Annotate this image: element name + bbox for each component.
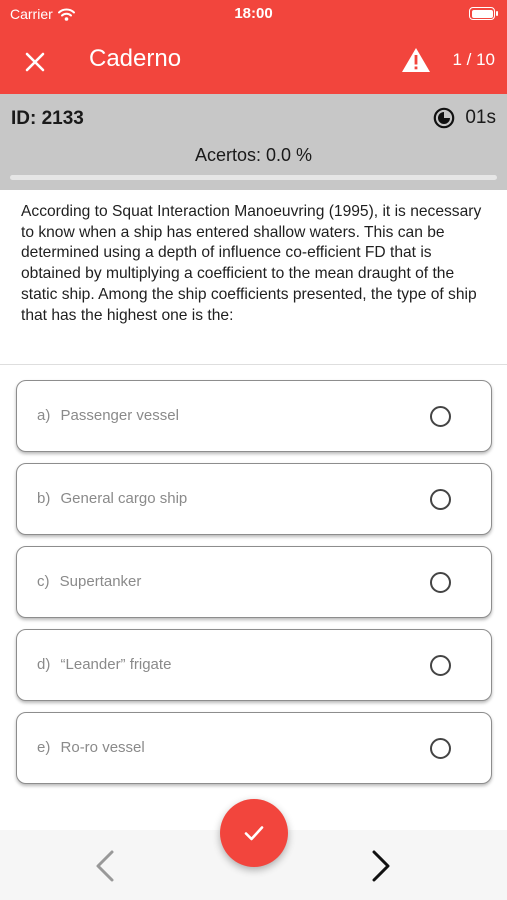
option-a[interactable] (16, 380, 492, 452)
radio-button[interactable] (430, 655, 451, 676)
radio-button[interactable] (430, 406, 451, 427)
close-icon[interactable] (20, 47, 50, 77)
option-c[interactable] (16, 546, 492, 618)
question-id: ID: 2133 (11, 108, 84, 129)
nav-bar (0, 28, 507, 94)
option-letter: a) (37, 407, 51, 424)
status-bar (0, 0, 507, 28)
option-letter: e) (37, 739, 51, 756)
carrier-label: Carrier (10, 6, 53, 22)
battery-icon (469, 7, 495, 20)
confirm-button[interactable] (220, 799, 288, 867)
option-label: Ro-ro vessel (60, 739, 145, 756)
answer-options (16, 380, 492, 795)
timer-icon (433, 107, 455, 129)
option-label: Passenger vessel (60, 407, 179, 424)
option-e[interactable] (16, 712, 492, 784)
radio-button[interactable] (430, 738, 451, 759)
score-label: Acertos: 0.0 % (194, 145, 313, 165)
check-icon (243, 824, 265, 842)
question-text: According to Squat Interaction Manoeuvring (1995), it is necessary to know when a ship has entered shallow waters. This can be determined using a depth of influence co-efficient FD that is obtained by multiplying a coefficient to the mean draught of the static ship. Among the ship coefficients presented, the type of ship that has the highest one is the: (21, 203, 482, 324)
option-label: Supertanker (59, 573, 142, 590)
option-label: “Leander” frigate (60, 656, 172, 673)
timer (433, 107, 496, 129)
warning-icon[interactable] (400, 46, 432, 74)
option-d[interactable] (16, 629, 492, 701)
question-counter: 1 / 10 (452, 50, 495, 69)
option-b[interactable] (16, 463, 492, 535)
progress-bar (10, 175, 497, 180)
page-title: Caderno (89, 45, 182, 72)
option-letter: d) (37, 656, 51, 673)
info-bar (0, 94, 507, 190)
option-label: General cargo ship (60, 490, 188, 507)
chevron-right-icon[interactable] (366, 846, 396, 886)
timer-value: 01s (465, 107, 496, 128)
divider (0, 364, 507, 365)
option-letter: b) (37, 490, 51, 507)
radio-button[interactable] (430, 572, 451, 593)
chevron-left-icon[interactable] (90, 846, 120, 886)
app-header (0, 0, 507, 94)
radio-button[interactable] (430, 489, 451, 510)
option-letter: c) (37, 573, 50, 590)
status-time: 18:00 (234, 5, 273, 22)
